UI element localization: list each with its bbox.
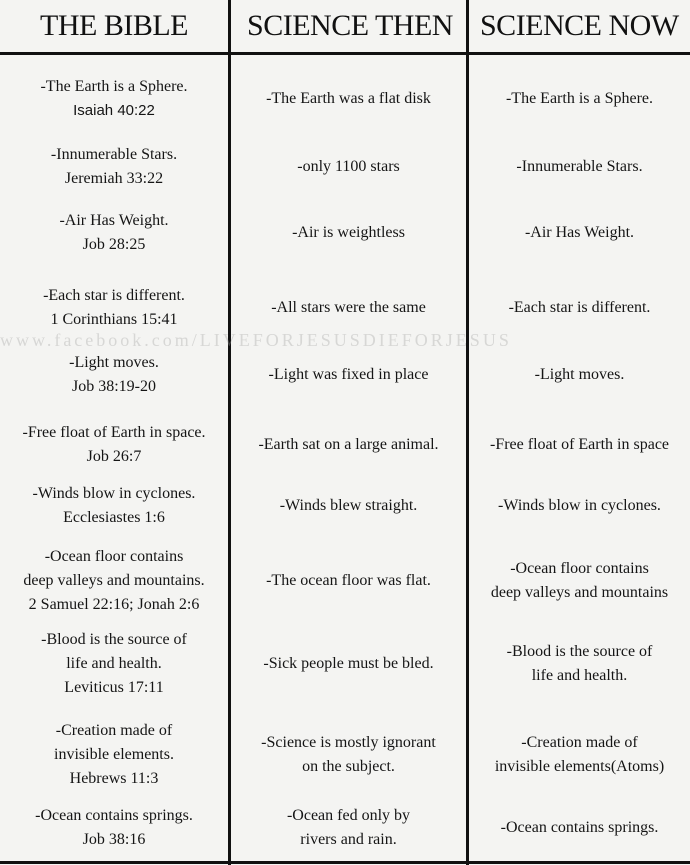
bible-line: life and health. — [66, 655, 162, 672]
bible-line: Hebrews 11:3 — [69, 770, 159, 787]
bible-line: -Blood is the source of — [41, 631, 187, 648]
now-line: -Ocean floor contains — [510, 560, 649, 577]
then-line: -The ocean floor was flat. — [266, 572, 431, 589]
cell-now-row-2 — [469, 155, 690, 179]
cell-then-row-11 — [231, 804, 466, 852]
bible-line: -Creation made of — [55, 722, 173, 739]
bible-line: -Free float of Earth in space. — [22, 424, 206, 441]
bible-line: -Ocean contains springs. — [35, 807, 193, 824]
cell-then-row-6 — [231, 433, 466, 457]
cell-then-row-7 — [231, 494, 466, 518]
bible-line: -Light moves. — [69, 354, 159, 371]
then-line: -Ocean fed only by — [286, 807, 411, 824]
cell-then-row-2 — [231, 155, 466, 179]
cell-now-row-3 — [469, 221, 690, 245]
then-line: -All stars were the same — [271, 299, 426, 316]
now-line: -Creation made of — [521, 734, 638, 751]
header-divider — [0, 52, 690, 55]
cell-now-row-6 — [469, 433, 690, 457]
then-line: on the subject. — [302, 758, 395, 775]
cell-bible-row-3 — [0, 209, 228, 257]
now-line: -Light moves. — [534, 366, 625, 383]
cell-bible-row-6 — [0, 421, 228, 469]
then-line: -Sick people must be bled. — [263, 655, 434, 672]
bible-line: Jeremiah 33:22 — [64, 170, 164, 187]
now-line: -Innumerable Stars. — [516, 158, 643, 175]
watermark-text: www.facebook.com/LIVEFORJESUSDIEFORJESUS — [0, 330, 512, 350]
bible-line: 1 Corinthians 15:41 — [50, 311, 178, 328]
cell-bible-row-7 — [0, 482, 228, 530]
cell-now-row-4 — [469, 296, 690, 320]
then-line: -Earth sat on a large animal. — [258, 436, 439, 453]
now-line: -Ocean contains springs. — [500, 819, 659, 836]
cell-now-row-10 — [469, 731, 690, 779]
now-line: -The Earth is a Sphere. — [505, 90, 654, 107]
then-line: -Light was fixed in place — [268, 366, 429, 383]
cell-then-row-9 — [231, 652, 466, 676]
bible-line: Isaiah 40:22 — [73, 102, 155, 119]
cell-then-row-3 — [231, 221, 466, 245]
cell-then-row-10 — [231, 731, 466, 779]
now-line: -Each star is different. — [508, 299, 651, 316]
then-line: -only 1100 stars — [297, 158, 400, 175]
bible-line: invisible elements. — [54, 746, 174, 763]
cell-bible-row-1 — [0, 75, 228, 123]
then-line: -Science is mostly ignorant — [261, 734, 436, 751]
then-line: -Air is weightless — [292, 224, 405, 241]
now-line: -Air Has Weight. — [524, 224, 635, 241]
bible-line: -Air Has Weight. — [59, 212, 169, 229]
bible-line: -Innumerable Stars. — [50, 146, 178, 163]
header-science-now: SCIENCE NOW — [480, 9, 679, 42]
cell-now-row-1 — [469, 87, 690, 111]
now-line: invisible elements(Atoms) — [494, 758, 665, 775]
now-line: -Free float of Earth in space — [489, 436, 670, 453]
header-science-then: SCIENCE THEN — [247, 9, 453, 42]
bible-line: Job 28:25 — [82, 236, 146, 253]
cell-bible-row-4 — [0, 284, 228, 332]
cell-now-row-11 — [469, 816, 690, 840]
bible-line: -Ocean floor contains — [44, 548, 184, 565]
bible-line: Job 26:7 — [86, 448, 142, 465]
cell-then-row-4 — [231, 296, 466, 320]
then-line: -The Earth was a flat disk — [266, 90, 431, 107]
bible-line: -Winds blow in cyclones. — [32, 485, 196, 502]
cell-bible-row-9 — [0, 628, 228, 700]
bible-line: Leviticus 17:11 — [64, 679, 164, 696]
now-line: life and health. — [531, 667, 628, 684]
now-line: -Blood is the source of — [506, 643, 653, 660]
bible-line: -The Earth is a Sphere. — [40, 78, 188, 95]
cell-bible-row-10 — [0, 719, 228, 791]
cell-bible-row-11 — [0, 804, 228, 852]
bible-line: -Each star is different. — [43, 287, 185, 304]
bible-line: deep valleys and mountains. — [23, 572, 205, 589]
bottom-border — [0, 861, 690, 864]
cell-now-row-7 — [469, 494, 690, 518]
cell-then-row-1 — [231, 87, 466, 111]
bible-line: 2 Samuel 22:16; Jonah 2:6 — [28, 596, 200, 613]
cell-bible-row-8 — [0, 545, 228, 617]
then-line: -Winds blew straight. — [279, 497, 418, 514]
cell-now-row-9 — [469, 640, 690, 688]
cell-now-row-5 — [469, 363, 690, 387]
then-line: rivers and rain. — [300, 831, 397, 848]
header-the-bible: THE BIBLE — [40, 9, 188, 42]
bible-line: Ecclesiastes 1:6 — [63, 509, 165, 526]
cell-bible-row-5 — [0, 351, 228, 399]
cell-now-row-8 — [469, 557, 690, 605]
cell-then-row-8 — [231, 569, 466, 593]
now-line: deep valleys and mountains — [490, 584, 669, 601]
bible-line: Job 38:16 — [82, 831, 146, 848]
cell-then-row-5 — [231, 363, 466, 387]
now-line: -Winds blow in cyclones. — [498, 497, 661, 514]
cell-bible-row-2 — [0, 143, 228, 191]
bible-line: Job 38:19-20 — [72, 378, 156, 395]
